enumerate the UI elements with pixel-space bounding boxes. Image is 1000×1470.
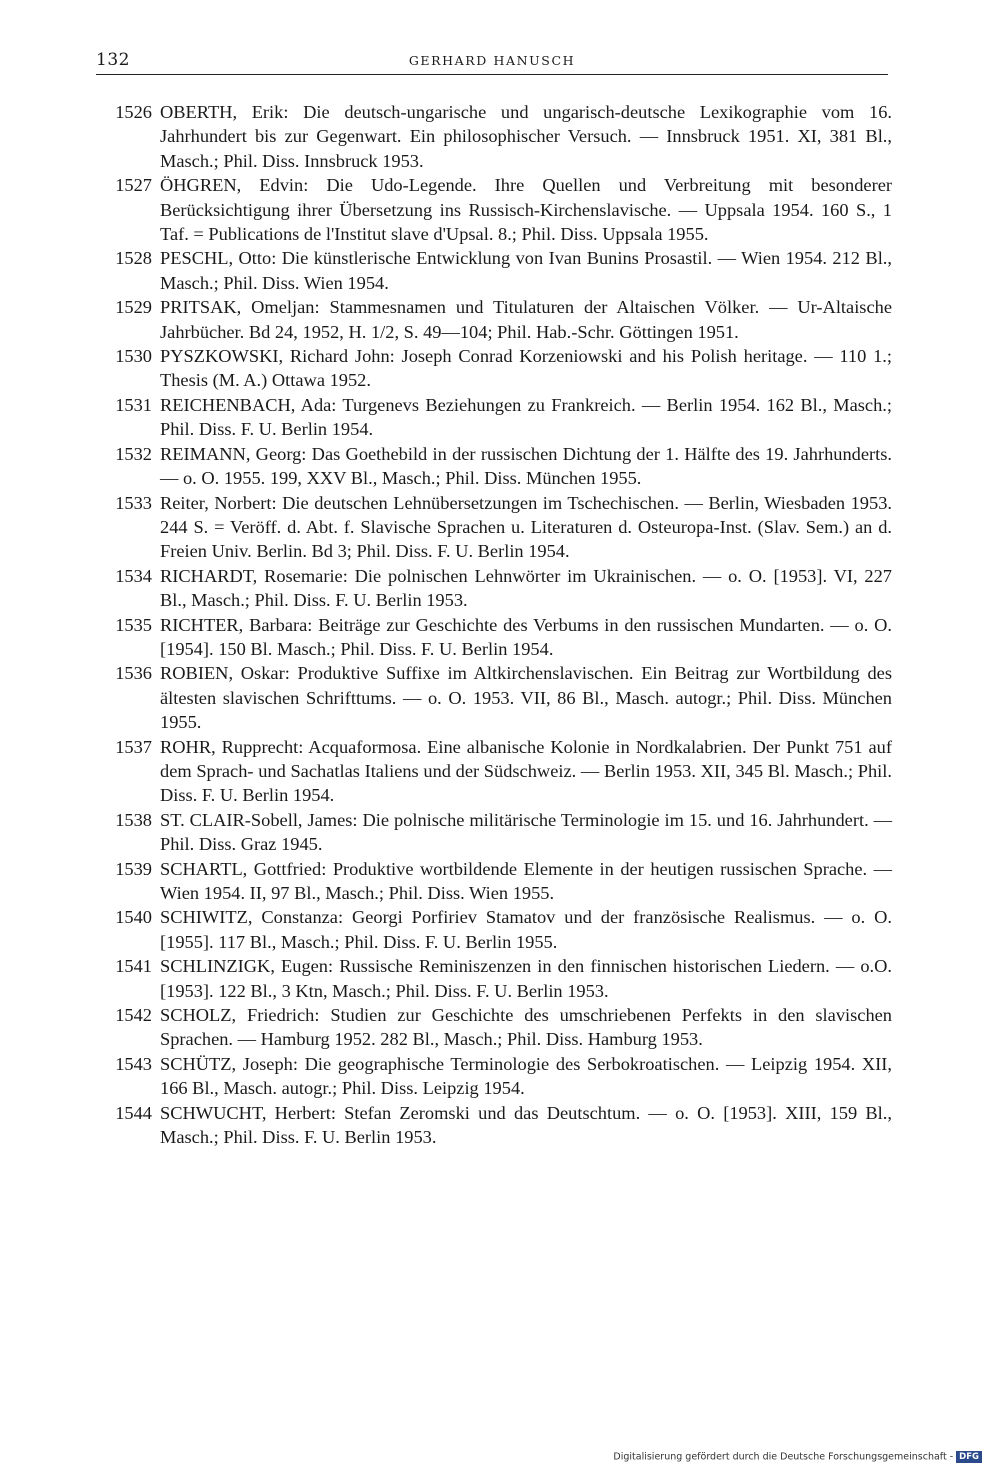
bibliography-entry	[96, 344, 892, 393]
entry-text: SCHOLZ, Friedrich: Studien zur Geschichte des umschriebenen Perfekts in den slavischen Sprachen. — Hamburg 1952. 282 Bl., Masch.; Phil. Diss. Hamburg 1953.	[160, 1005, 892, 1050]
entry-number: 1534	[115, 565, 152, 586]
entry-number: 1539	[115, 858, 152, 879]
entry-number: 1530	[115, 346, 152, 367]
entry-number: 1536	[115, 663, 152, 684]
entry-text: SCHIWITZ, Constanza: Georgi Porfiriev Stamatov und der französische Realismus. — o. O. [1955]. 117 Bl., Masch.; Phil. Diss. F. U. Berlin 1955.	[160, 907, 892, 952]
entry-text: SCHARTL, Gottfried: Produktive wortbildende Elemente in der heutigen russischen Sprache. — Wien 1954. II, 97 Bl., Masch.; Phil. Diss. Wien 1955.	[160, 858, 892, 903]
entry-number: 1529	[115, 297, 152, 318]
dfg-logo: DFG	[956, 1451, 982, 1463]
entry-text: SCHLINZIGK, Eugen: Russische Reminiszenzen in den finnischen historischen Liedern. — o.O. [1953]. 122 Bl., 3 Ktn, Masch.; Phil. Diss. F. U. Berlin 1953.	[160, 956, 892, 1001]
bibliography-entry	[96, 442, 892, 491]
bibliography-entry	[96, 491, 892, 564]
bibliography-entry	[96, 661, 892, 734]
entry-text: RICHARDT, Rosemarie: Die polnischen Lehnwörter im Ukrainischen. — o. O. [1953]. VI, 227 Bl., Masch.; Phil. Diss. F. U. Berlin 1953.	[160, 565, 892, 611]
bibliography-entry	[96, 1052, 892, 1101]
entry-number: 1541	[115, 956, 152, 977]
entry-number: 1544	[115, 1102, 152, 1123]
bibliography-entry	[96, 735, 892, 808]
entry-text: OBERTH, Erik: Die deutsch-ungarische und ungarisch-deutsche Lexikographie vom 16. Jahrhundert bis zur Gegenwart. Ein philosophischer Versuch. — Innsbruck 1951. XI, 381 Bl., Masch.; Phil. Diss. Innsbruck 1953.	[160, 102, 892, 171]
entry-number: 1538	[115, 809, 152, 830]
bibliography-entry	[96, 954, 892, 1003]
bibliography-list	[96, 100, 892, 1149]
entry-number: 1540	[115, 907, 152, 928]
bibliography-entry	[96, 393, 892, 442]
entry-number: 1535	[115, 614, 152, 635]
digitization-credit	[613, 1451, 982, 1463]
entry-text: PRITSAK, Omeljan: Stammesnamen und Titulaturen der Altaischen Völker. — Ur-Altaische Jahrbücher. Bd 24, 1952, H. 1/2, S. 49—104; Phil. Hab.-Schr. Göttingen 1951.	[160, 297, 892, 342]
entry-number: 1526	[115, 102, 152, 122]
entry-text: PYSZKOWSKI, Richard John: Joseph Conrad Korzeniowski and his Polish heritage. — 110 1.; Thesis (M. A.) Ottawa 1952.	[160, 346, 892, 391]
credit-text: Digitalisierung gefördert durch die Deutsche Forschungsgemeinschaft -	[613, 1451, 954, 1463]
bibliography-entry	[96, 1101, 892, 1150]
entry-number: 1528	[115, 248, 152, 269]
entry-text: ROHR, Rupprecht: Acquaformosa. Eine albanische Kolonie in Nordkalabrien. Der Punkt 751 auf dem Sprach- und Sachatlas Italiens und der Südschweiz. — Berlin 1953. XII, 345 Bl. Masch.; Phil. Diss. F. U. Berlin 1954.	[160, 736, 892, 806]
bibliography-entry	[96, 857, 892, 906]
bibliography-entry	[96, 173, 892, 246]
entry-text: RICHTER, Barbara: Beiträge zur Geschichte des Verbums in den russischen Mundarten. — o. O. [1954]. 150 Bl. Masch.; Phil. Diss. F. U. Berlin 1954.	[160, 614, 892, 659]
bibliography-entry	[96, 905, 892, 954]
bibliography-entry	[96, 808, 892, 857]
bibliography-entry	[96, 1003, 892, 1052]
entry-text: SCHÜTZ, Joseph: Die geographische Terminologie des Serbokroatischen. — Leipzig 1954. XII, 166 Bl., Masch. autogr.; Phil. Diss. Leipzig 1954.	[160, 1053, 892, 1099]
bibliography-entry	[96, 564, 892, 613]
entry-text: REICHENBACH, Ada: Turgenevs Beziehungen zu Frankreich. — Berlin 1954. 162 Bl., Masch.; Phil. Diss. F. U. Berlin 1954.	[160, 394, 892, 440]
entry-number: 1543	[115, 1053, 152, 1074]
bibliography-entry	[96, 246, 892, 295]
entry-text: PESCHL, Otto: Die künstlerische Entwicklung von Ivan Bunins Prosastil. — Wien 1954. 212 Bl., Masch.; Phil. Diss. Wien 1954.	[160, 248, 892, 293]
entry-number: 1531	[115, 394, 152, 415]
bibliography-entry	[96, 295, 892, 344]
running-head: GERHARD HANUSCH	[408, 53, 576, 68]
bibliography-entry	[96, 613, 892, 662]
entry-number: 1527	[115, 175, 152, 196]
entry-number: 1533	[115, 492, 152, 513]
page-header	[96, 48, 888, 75]
entry-text: ROBIEN, Oskar: Produktive Suffixe im Altkirchenslavischen. Ein Beitrag zur Wortbildung des ältesten slavischen Schrifttums. — o. O. 1953. VII, 86 Bl., Masch. autogr.; Phil. Diss. München 1955.	[160, 663, 892, 733]
entry-number: 1532	[115, 443, 152, 464]
entry-number: 1542	[115, 1005, 152, 1026]
entry-text: Reiter, Norbert: Die deutschen Lehnübersetzungen im Tschechischen. — Berlin, Wiesbaden 1953. 244 S. = Veröff. d. Abt. f. Slavische Sprachen u. Literaturen d. Osteuropa-Inst. (Slav. Sem.) an d. Freien Univ. Berlin. Bd 3; Phil. Diss. F. U. Berlin 1954.	[160, 492, 892, 562]
entry-text: REIMANN, Georg: Das Goethebild in der russischen Dichtung der 1. Hälfte des 19. Jahrhunderts. — o. O. 1955. 199, XXV Bl., Masch.; Phil. Diss. München 1955.	[160, 443, 892, 489]
entry-number: 1537	[115, 736, 152, 757]
page-number: 132	[96, 50, 130, 70]
entry-text: ST. CLAIR-Sobell, James: Die polnische militärische Terminologie im 15. und 16. Jahrhundert. — Phil. Diss. Graz 1945.	[160, 809, 892, 855]
entry-text: ÖHGREN, Edvin: Die Udo-Legende. Ihre Quellen und Verbreitung mit besonderer Berücksichtigung ihrer Übersetzung ins Russisch-Kirchenslavische. — Uppsala 1954. 160 S., 1 Taf. = Publications de l'Institut slave d'Upsal. 8.; Phil. Diss. Uppsala 1955.	[160, 175, 892, 245]
entry-text: SCHWUCHT, Herbert: Stefan Zeromski und das Deutschtum. — o. O. [1953]. XIII, 159 Bl., Masch.; Phil. Diss. F. U. Berlin 1953.	[160, 1102, 892, 1148]
bibliography-entry	[96, 100, 892, 173]
